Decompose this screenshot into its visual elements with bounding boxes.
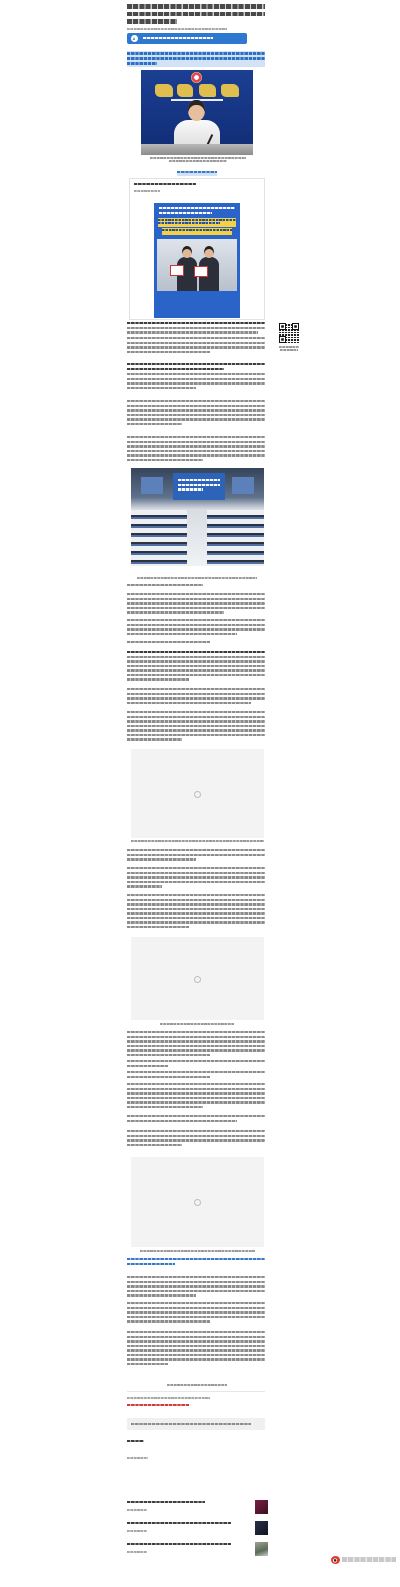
related-item-title: [127, 1543, 231, 1548]
text-line: [127, 1031, 265, 1033]
text-line: [127, 1130, 265, 1132]
text-line: [127, 1071, 265, 1073]
text-line: [127, 1040, 265, 1042]
text-line: [150, 157, 246, 159]
emblem: [191, 72, 202, 83]
related-item[interactable]: [127, 1542, 268, 1558]
text-line: [127, 602, 265, 604]
certificate: [194, 266, 208, 277]
text-line: [127, 711, 265, 713]
text-line: [177, 171, 217, 173]
text-line: [127, 1331, 265, 1333]
text-line: [127, 738, 182, 740]
qr-code[interactable]: [279, 323, 299, 343]
qr-caption: [279, 346, 299, 353]
text-line: [127, 1340, 265, 1342]
calligraphy: [155, 84, 173, 97]
text-line: [160, 1023, 234, 1025]
play-icon[interactable]: [194, 976, 201, 983]
screen-text: [178, 479, 220, 493]
text-line: [127, 1092, 265, 1094]
video-banner: [158, 218, 236, 227]
text-line: [127, 858, 196, 860]
image-caption: [137, 577, 257, 580]
text-line: [127, 1302, 265, 1304]
text-line: [127, 693, 265, 695]
paragraph: [127, 867, 265, 890]
text-line: [127, 1363, 168, 1365]
text-line: [131, 1423, 251, 1425]
qr-finder: [292, 323, 299, 330]
text-line: [127, 450, 265, 452]
paragraph: [127, 849, 265, 863]
text-line: [127, 368, 224, 370]
text-line: [127, 894, 265, 896]
notice-text: [131, 1423, 251, 1428]
closing-note: [167, 1384, 227, 1387]
text-line: [127, 678, 189, 680]
video-placeholder[interactable]: [131, 937, 264, 1020]
text-line: [127, 418, 265, 420]
watermark-handle: [342, 1557, 396, 1562]
text-line: [127, 619, 265, 621]
text-line: [127, 921, 265, 923]
text-line: [127, 1144, 182, 1146]
text-line: [127, 1290, 265, 1292]
video-thumbnail[interactable]: [154, 203, 240, 318]
text-line: [127, 1106, 203, 1108]
text-line: [127, 854, 265, 856]
text-line: [127, 373, 265, 375]
text-line: [178, 479, 220, 481]
divider: [127, 1391, 265, 1392]
text-line: [127, 716, 265, 718]
certificate: [170, 265, 184, 276]
text-line: [127, 1088, 265, 1090]
app-logo-icon: [131, 35, 138, 42]
text-line: [127, 62, 157, 65]
text-line: [127, 899, 265, 901]
text-line: [178, 488, 203, 490]
paragraph: [127, 436, 265, 463]
text-line: [127, 702, 251, 704]
paragraph: [127, 400, 265, 427]
related-item-meta: [127, 1509, 147, 1513]
text-line: [127, 1543, 231, 1545]
text-line: [127, 1049, 265, 1051]
card-title: [134, 183, 196, 188]
conference-photo: [131, 468, 264, 566]
text-line: [127, 1065, 168, 1067]
text-line: [127, 584, 203, 586]
text-line: [127, 669, 265, 671]
related-item-title: [127, 1522, 231, 1527]
text-line: [127, 57, 265, 60]
text-line: [127, 331, 258, 333]
text-line: [127, 1457, 148, 1459]
text-line: [127, 1509, 147, 1511]
paragraph: [127, 1130, 265, 1148]
text-line: [127, 849, 265, 851]
text-line: [127, 660, 265, 662]
text-line: [127, 1397, 210, 1399]
paragraph: [127, 688, 265, 706]
desk: [141, 144, 253, 155]
text-line: [127, 28, 227, 30]
image-caption: [150, 157, 246, 164]
text-line: [127, 725, 265, 727]
video-caption: [131, 840, 264, 843]
text-line: [158, 222, 220, 224]
text-line: [143, 37, 213, 39]
text-line: [127, 1551, 147, 1553]
text-line: [127, 387, 196, 389]
text-line: [127, 1294, 196, 1296]
footer-link[interactable]: [127, 1404, 265, 1409]
text-line: [127, 1263, 175, 1265]
paragraph: [127, 593, 265, 616]
text-line: [127, 1139, 265, 1141]
paragraph: [127, 619, 265, 637]
text-line: [127, 436, 265, 438]
paragraph: [127, 1060, 265, 1069]
text-line: [127, 1316, 265, 1318]
section-sublabel: [127, 1457, 265, 1461]
text-line: [127, 912, 265, 914]
text-line: [127, 876, 265, 878]
article-title: [127, 4, 265, 27]
paragraph: [127, 651, 265, 683]
text-line: [342, 1557, 396, 1562]
paragraph: [127, 337, 265, 355]
side-screen: [232, 477, 254, 494]
text-line: [127, 1036, 265, 1038]
text-line: [127, 1120, 237, 1122]
text-line: [127, 1530, 147, 1532]
text-line: [158, 219, 236, 221]
text-line: [127, 917, 265, 919]
text-line: [134, 190, 160, 192]
text-line: [127, 729, 265, 731]
text-line: [127, 1101, 265, 1103]
text-line: [127, 885, 162, 887]
text-line: [127, 1115, 265, 1117]
text-line: [127, 607, 265, 609]
text-line: [127, 1281, 265, 1283]
card-meta: [134, 190, 160, 194]
text-line: [159, 207, 235, 209]
text-line: [127, 1054, 210, 1056]
text-line: [127, 1060, 265, 1062]
text-line: [127, 351, 210, 353]
text-line: [280, 349, 298, 351]
video-placeholder[interactable]: [131, 749, 264, 838]
text-line: [127, 656, 265, 658]
text-line: [162, 229, 232, 231]
text-line: [127, 454, 265, 456]
related-item-title: [127, 1501, 205, 1506]
section-label: [127, 1440, 265, 1445]
text-line: [127, 1358, 265, 1360]
text-line: [127, 423, 182, 425]
open-app-button[interactable]: [127, 33, 247, 44]
text-line: [127, 1045, 265, 1047]
stage-screen: [173, 473, 225, 500]
text-line: [127, 1083, 265, 1085]
text-line: [127, 1307, 265, 1309]
related-item-thumbnail: [255, 1521, 268, 1535]
text-line: [127, 697, 265, 699]
text-line: [134, 183, 196, 185]
related-item[interactable]: [127, 1521, 268, 1537]
paragraph: [127, 322, 265, 336]
text-line: [127, 1276, 265, 1278]
text-line: [127, 405, 265, 407]
text-line: [169, 160, 227, 162]
text-line: [127, 628, 265, 630]
video-banner: [162, 228, 232, 235]
text-line: [159, 212, 212, 214]
text-line: [127, 665, 265, 667]
text-line: [127, 598, 265, 600]
text-line: [127, 1345, 265, 1347]
text-line: [127, 1285, 265, 1287]
paragraph: [127, 894, 265, 931]
text-line: [127, 908, 265, 910]
text-line: [137, 577, 257, 579]
related-item-meta: [127, 1530, 147, 1534]
footer-source: [127, 1397, 265, 1401]
text-line: [127, 414, 265, 416]
calligraphy: [199, 84, 216, 97]
text-line: [127, 903, 265, 905]
video-caption: [160, 1023, 234, 1026]
calligraphy: [177, 84, 193, 97]
paragraph: [127, 1331, 265, 1368]
paragraph: [127, 1258, 265, 1267]
text-line: [127, 337, 265, 339]
text-line: [127, 1336, 265, 1338]
related-item-thumbnail: [255, 1500, 268, 1514]
speaker-head: [188, 100, 205, 121]
article-meta: [127, 28, 227, 32]
text-line: [140, 1250, 255, 1252]
related-item-thumbnail: [255, 1542, 268, 1556]
related-item[interactable]: [127, 1500, 268, 1516]
text-line: [127, 342, 265, 344]
text-line: [127, 1404, 189, 1406]
text-line: [127, 1258, 265, 1260]
text-line: [127, 688, 265, 690]
text-line: [127, 363, 265, 365]
text-line: [127, 674, 265, 676]
side-screen: [141, 477, 163, 494]
video-title: [159, 207, 235, 216]
text-line: [127, 12, 265, 17]
open-app-label: [143, 37, 213, 42]
embedded-post-card[interactable]: [129, 178, 265, 320]
text-line: [127, 872, 265, 874]
speaker-photo: [141, 70, 253, 155]
paragraph: [127, 1083, 265, 1110]
text-line: [127, 633, 237, 635]
text-line: [127, 720, 265, 722]
text-line: [167, 1384, 227, 1386]
text-line: [127, 1349, 265, 1351]
paragraph: [127, 1071, 265, 1080]
text-line: [127, 441, 265, 443]
text-line: [127, 1311, 265, 1313]
text-line: [127, 926, 189, 928]
paragraph: [127, 1276, 265, 1299]
text-line: [127, 1522, 231, 1524]
text-line: [127, 1501, 205, 1503]
text-line: [127, 322, 265, 324]
text-line: [127, 641, 210, 643]
video-caption: [140, 1250, 255, 1253]
text-line: [127, 593, 265, 595]
text-line: [127, 327, 265, 329]
video-placeholder[interactable]: [131, 1157, 264, 1247]
text-line: [127, 867, 265, 869]
text-line: [127, 52, 265, 55]
qr-finder: [279, 323, 286, 330]
related-item-meta: [127, 1551, 147, 1555]
highlighted-note[interactable]: [177, 171, 217, 176]
paragraph: [127, 641, 265, 646]
play-icon[interactable]: [194, 791, 201, 798]
text-line: [127, 19, 177, 24]
text-line: [279, 346, 299, 348]
text-line: [127, 1354, 265, 1356]
notice-bar: [127, 1418, 265, 1430]
text-line: [127, 624, 265, 626]
text-line: [127, 378, 265, 380]
text-line: [127, 651, 265, 653]
text-line: [127, 346, 265, 348]
text-line: [127, 400, 265, 402]
text-line: [127, 881, 265, 883]
paragraph: [127, 584, 265, 589]
paragraph: [127, 363, 265, 372]
text-line: [178, 484, 220, 486]
paragraph: [127, 1302, 265, 1325]
text-line: [127, 382, 265, 384]
calligraphy: [221, 84, 239, 97]
text-line: [127, 1097, 265, 1099]
text-line: [127, 734, 265, 736]
paragraph: [127, 711, 265, 743]
text-line: [127, 445, 265, 447]
text-line: [127, 611, 224, 613]
play-icon[interactable]: [194, 1199, 201, 1206]
center-aisle: [187, 510, 207, 566]
weibo-icon: [331, 1556, 340, 1564]
certificate-photo: [157, 239, 237, 291]
text-line: [127, 1076, 210, 1078]
text-line: [127, 1320, 210, 1322]
text-line: [127, 459, 203, 461]
paragraph: [127, 1115, 265, 1124]
paragraph: [127, 1031, 265, 1058]
text-line: [127, 1440, 144, 1442]
text-line: [127, 409, 265, 411]
text-line: [131, 840, 264, 842]
text-line: [127, 4, 265, 9]
text-line: [127, 1135, 265, 1137]
paragraph: [127, 373, 265, 391]
qr-finder: [279, 336, 286, 343]
highlighted-lead: [127, 51, 265, 67]
